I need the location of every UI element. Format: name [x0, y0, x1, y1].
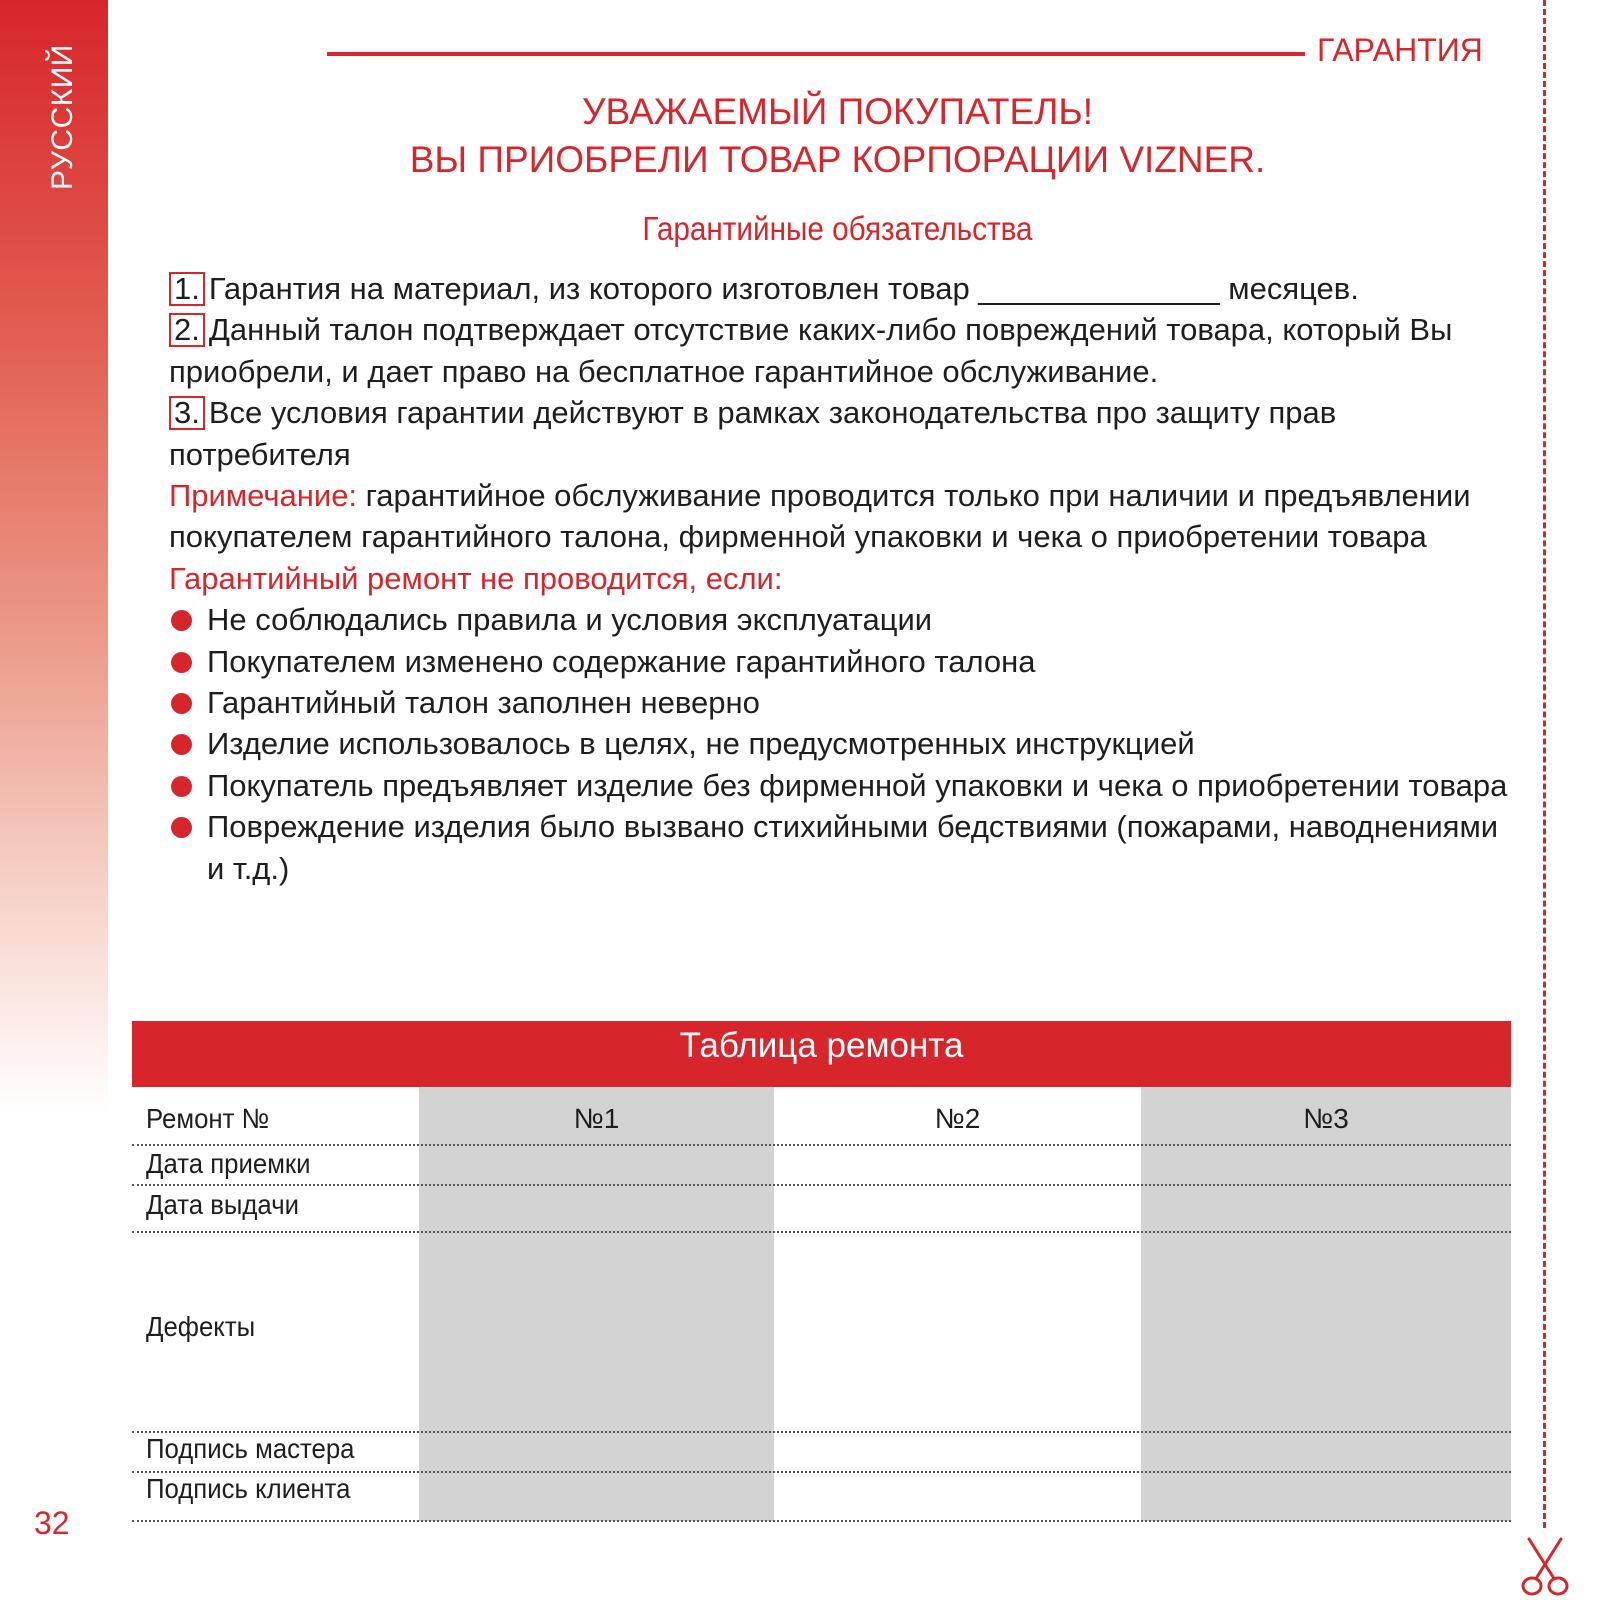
- language-side-band: [0, 0, 108, 1115]
- list-item: [169, 641, 1509, 682]
- row-header-label: Ремонт №: [146, 1103, 270, 1134]
- repair-table: [132, 1021, 1511, 1521]
- term-number: 1.: [169, 272, 205, 306]
- headline-line-1: УВАЖАЕМЫЙ ПОКУПАТЕЛЬ!: [582, 91, 1093, 132]
- list-item-text: Повреждение изделия было вызвано стихийными бедствиями (пожарами, наводнениями и т.д.): [207, 809, 1499, 886]
- term-item: [169, 268, 1509, 309]
- term-number: 2.: [169, 313, 205, 347]
- column-shade-1: [419, 1087, 774, 1521]
- list-item: [169, 723, 1509, 764]
- list-item: [169, 682, 1509, 723]
- exclusions-list: [169, 599, 1509, 889]
- headline-line-2: ВЫ ПРИОБРЕЛИ ТОВАР КОРПОРАЦИИ VIZNER.: [409, 139, 1266, 180]
- list-item-text: Не соблюдались правила и условия эксплуатации: [207, 602, 933, 638]
- row-label-intake-date: Дата приемки: [146, 1148, 311, 1179]
- term-text: Все условия гарантии действуют в рамках законодательства про защиту прав потребителя: [169, 395, 1337, 472]
- language-label: РУССКИЙ: [46, 44, 79, 190]
- bullet-icon: [171, 693, 192, 714]
- list-item-text: Покупатель предъявляет изделие без фирменной упаковки и чека о приобретении товара: [207, 767, 1508, 803]
- warranty-subtitle: Гарантийные обязательства: [642, 210, 1033, 247]
- row-label-master-signature: Подпись мастера: [146, 1433, 355, 1464]
- list-item-text: Гарантийный талон заполнен неверно: [207, 685, 760, 721]
- bullet-icon: [171, 734, 192, 755]
- term-text: Гарантия на материал, из которого изготовлен товар ______________ месяцев.: [208, 271, 1359, 306]
- row-divider: [132, 1231, 1511, 1233]
- section-rule: [327, 52, 1305, 56]
- page-number: 32: [34, 1505, 70, 1541]
- bullet-icon: [171, 652, 192, 673]
- term-text: Данный талон подтверждает отсутствие каких-либо повреждений товара, который Вы приобрели, и дает право на бесплатное гарантийное обслуживание.: [169, 312, 1453, 389]
- section-title: ГАРАНТИЯ: [1317, 32, 1483, 68]
- repair-table-title: Таблица ремонта: [132, 1021, 1511, 1087]
- term-number: 3.: [169, 396, 205, 430]
- term-item: [169, 309, 1509, 392]
- column-label-1: №1: [573, 1103, 620, 1134]
- list-item-text: Покупателем изменено содержание гарантийного талона: [207, 643, 1036, 679]
- row-divider: [132, 1144, 1511, 1146]
- list-item: [169, 599, 1509, 640]
- bullet-icon: [171, 610, 192, 631]
- bullet-icon: [171, 776, 192, 797]
- note-paragraph: [169, 475, 1509, 558]
- scissors-icon: [1517, 1535, 1573, 1597]
- exclusions-heading: Гарантийный ремонт не проводится, если:: [169, 560, 783, 596]
- row-label-release-date: Дата выдачи: [146, 1189, 300, 1220]
- column-label-2: №2: [934, 1103, 981, 1134]
- row-divider: [132, 1184, 1511, 1186]
- list-item: [169, 806, 1509, 889]
- term-item: [169, 392, 1509, 475]
- list-item: [169, 765, 1509, 806]
- note-label: Примечание:: [169, 478, 358, 514]
- note-text: гарантийное обслуживание проводится только при наличии и предъявлении покупателем гарантийного талона, фирменной упаковки и чека о приобретении товара: [169, 478, 1471, 555]
- row-label-defects: Дефекты: [146, 1311, 256, 1342]
- cut-line: [1543, 0, 1546, 1528]
- column-shade-3: [1141, 1087, 1511, 1521]
- list-item-text: Изделие использовалось в целях, не предусмотренных инструкцией: [207, 726, 1195, 762]
- row-label-client-signature: Подпись клиента: [146, 1473, 351, 1504]
- row-divider: [132, 1520, 1511, 1522]
- column-label-3: №3: [1303, 1103, 1349, 1134]
- headline: [330, 88, 1345, 184]
- bullet-icon: [171, 817, 192, 838]
- warranty-terms: [169, 268, 1509, 889]
